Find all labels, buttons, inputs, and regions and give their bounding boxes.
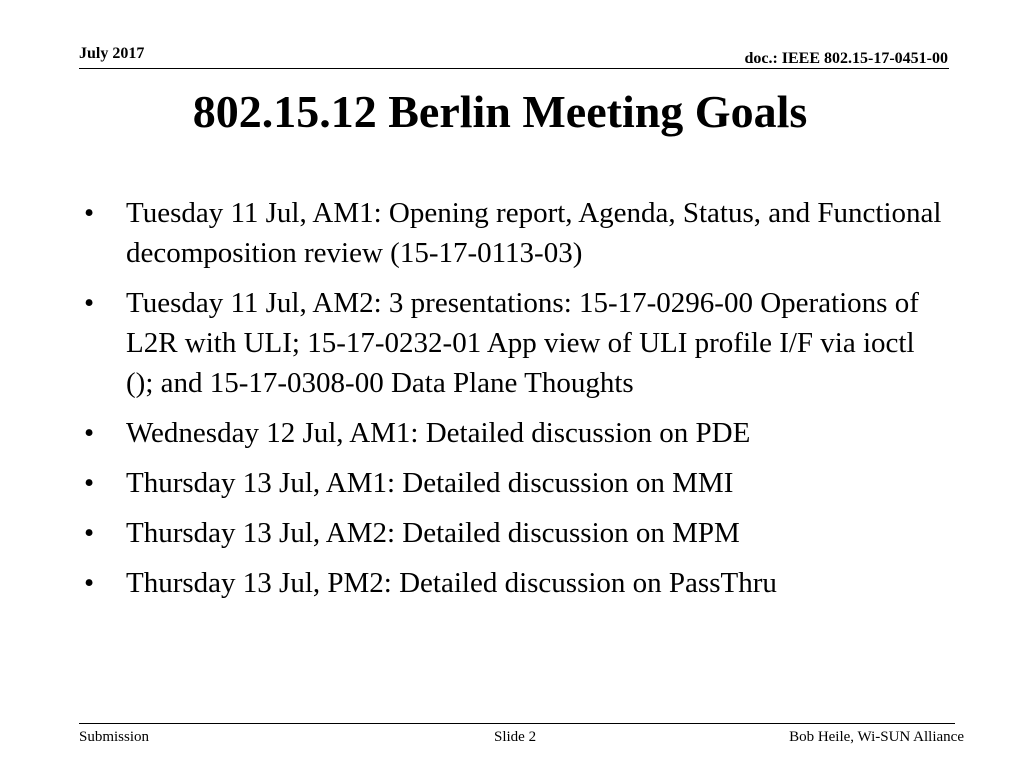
bullet-item [84, 283, 944, 403]
footer-divider [79, 723, 955, 724]
bullet-list [84, 193, 944, 613]
bullet-text: Wednesday 12 Jul, AM1: Detailed discussion on PDE [126, 417, 751, 449]
slide-title: 802.15.12 Berlin Meeting Goals [192, 86, 808, 137]
footer-author: Bob Heile, Wi-SUN Alliance [789, 729, 964, 745]
bullet-icon: • [84, 467, 95, 499]
bullet-item [84, 513, 944, 553]
bullet-icon: • [84, 417, 95, 449]
bullet-text: Thursday 13 Jul, AM2: Detailed discussion on MPM [126, 517, 740, 549]
footer-slide-number: Slide 2 [494, 729, 537, 745]
bullet-text: Tuesday 11 Jul, AM1: Opening report, Agenda, Status, and Functional decomposition review (15-17-0113-03) [126, 197, 942, 269]
bullet-icon: • [84, 287, 95, 319]
header-divider [79, 68, 949, 69]
bullet-text: Thursday 13 Jul, AM1: Detailed discussion on MMI [126, 467, 734, 499]
bullet-icon: • [84, 197, 95, 229]
header-doc-id: doc.: IEEE 802.15-17-0451-00 [744, 50, 948, 67]
bullet-item [84, 413, 944, 453]
bullet-item [84, 563, 944, 603]
bullet-icon: • [84, 517, 95, 549]
footer-submission: Submission [79, 729, 150, 745]
bullet-item [84, 463, 944, 503]
bullet-text: Thursday 13 Jul, PM2: Detailed discussion on PassThru [126, 567, 777, 599]
header-date: July 2017 [79, 45, 145, 62]
bullet-item [84, 193, 944, 273]
bullet-text: Tuesday 11 Jul, AM2: 3 presentations: 15-17-0296-00 Operations of L2R with ULI; 15-17-0232-01 App view of ULI profile I/F via ioctl (); and 15-17-0308-00 Data Plane Thoughts [126, 287, 919, 399]
bullet-icon: • [84, 567, 95, 599]
